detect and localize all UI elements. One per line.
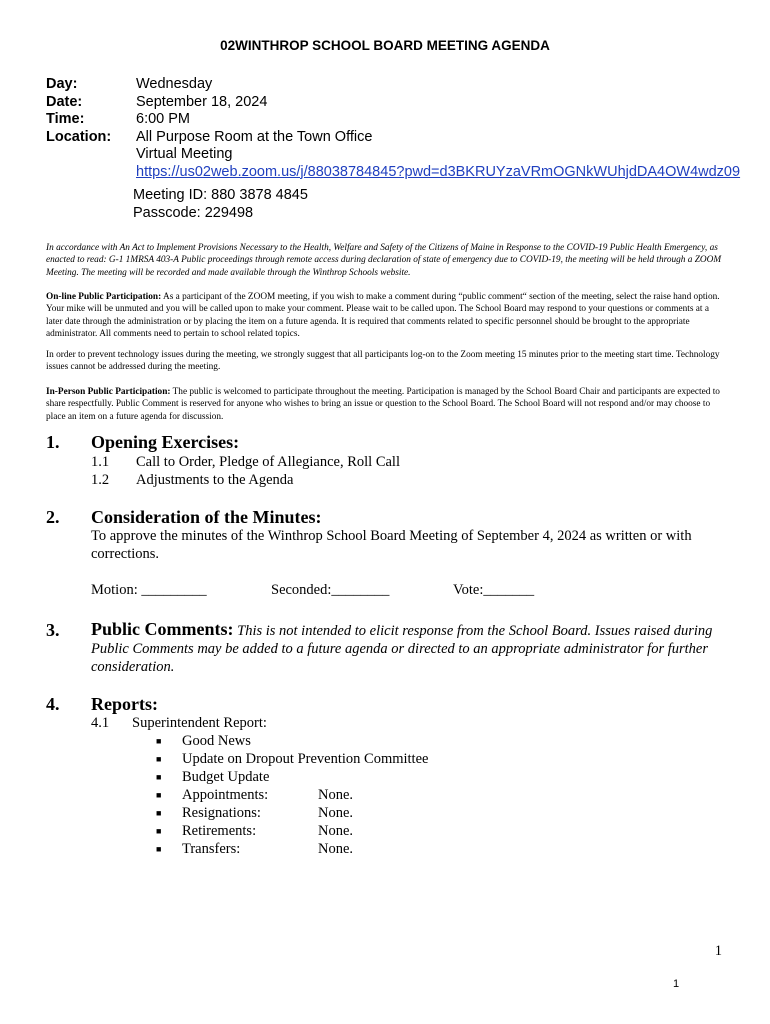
bullet-square-icon: ■: [156, 844, 162, 854]
bullet-square-icon: ■: [156, 808, 162, 818]
online-participation-notice: [46, 291, 726, 340]
superintendent-report-list: [156, 732, 428, 858]
bullet-square-icon: ■: [156, 772, 162, 782]
section-1-title: Opening Exercises:: [91, 432, 240, 452]
zoom-link[interactable]: https://us02web.zoom.us/j/88038784845?pwd=d3BKRUYzaVRmOGNkWUhjdDA4OW4wdz09: [136, 163, 741, 180]
online-participation-text: As a participant of the ZOOM meeting, if you wish to make a comment during “public comment“ section of the meeting, select the raise hand option. Your mike will be unmuted and you will be called upon to make your comment. Please wait to be called upon. The School Board may respond to your questions or comments at a later date through the administration or by placing the item on a future agenda. It is required that comments related to specific personnel should be brought to the appropriate administrator. All comments need to pertain to school related topics.: [46, 292, 720, 339]
time-label: Time:: [46, 111, 85, 127]
bullet-square-icon: ■: [156, 790, 162, 800]
location-value: All Purpose Room at the Town Office: [136, 128, 373, 145]
passcode: Passcode: 229498: [133, 204, 254, 221]
item-4-1-text: Superintendent Report:: [132, 715, 267, 731]
meeting-id: Meeting ID: 880 3878 4845: [133, 187, 308, 203]
public-comments-block: [91, 620, 721, 676]
item-1-2-number: 1.2: [91, 472, 110, 488]
list-item: ■ Resignations: None.: [156, 805, 354, 821]
zoom-credentials: [133, 187, 308, 222]
item-1-1-text: Call to Order, Pledge of Allegiance, Roll Call: [136, 454, 400, 470]
time-value: 6:00 PM: [136, 111, 190, 127]
bullet-square-icon: ■: [156, 736, 162, 746]
location-label: Location:: [46, 128, 112, 145]
section-4-number: 4.: [46, 694, 60, 714]
online-participation-label: On-line Public Participation:: [46, 292, 162, 302]
virtual-meeting: Virtual Meeting: [136, 146, 233, 162]
agenda-title: 02WINTHROP SCHOOL BOARD MEETING AGENDA: [220, 38, 550, 53]
section-2-number: 2.: [46, 507, 60, 527]
inperson-participation-label: In-Person Public Participation:: [46, 387, 171, 397]
list-item: ■ Appointments: None.: [156, 787, 354, 803]
vote-field: Vote:_______: [453, 582, 535, 598]
list-item: ■ Transfers: None.: [156, 841, 354, 857]
section-3-number: 3.: [46, 620, 60, 640]
minutes-text: To approve the minutes of the Winthrop School Board Meeting of September 4, 2024 as written or with corrections.: [91, 528, 692, 562]
day-value: Wednesday: [136, 76, 213, 92]
item-1-2-text: Adjustments to the Agenda: [136, 472, 294, 488]
list-item: ■ Good News: [156, 733, 251, 749]
date-value: September 18, 2024: [136, 93, 268, 110]
meeting-details: [46, 76, 740, 181]
inperson-participation-notice: [46, 386, 726, 423]
list-item: ■ Budget Update: [156, 769, 270, 785]
list-item: ■ Update on Dropout Prevention Committee: [156, 751, 429, 767]
footer-page-number: 1: [673, 978, 680, 990]
covid-notice: In accordance with An Act to Implement Provisions Necessary to the Health, Welfare and Safety of the Citizens of Maine in Response to the COVID-19 Public Health Emergency, as enacted to read: G-1 1MRSA 403-A Public proceedings through remote access during declaration of state of emergency due to COVID-19, the meeting will be held through a ZOOM Meeting. The meeting will be recorded and made available through the Winthrop Schools website.: [46, 243, 722, 278]
day-label: Day:: [46, 76, 78, 92]
section-4-title: Reports:: [91, 694, 158, 714]
bullet-square-icon: ■: [156, 754, 162, 764]
technology-notice: In order to prevent technology issues during the meeting, we strongly suggest that all participants log-on to the Zoom meeting 15 minutes prior to the meeting start time. Technology issues cannot be addressed during the meeting.: [46, 350, 720, 373]
item-1-1-number: 1.1: [91, 454, 110, 470]
motion-field: Motion: _________: [91, 582, 207, 598]
bullet-square-icon: ■: [156, 826, 162, 836]
page-number: 1: [714, 943, 722, 959]
inperson-participation-text: The public is welcomed to participate throughout the meeting. Participation is managed by the School Board Chair and participants are expected to share respectfully. Public Comment is reserved for anyone who wishes to bring an issue or question to the School Board. The School Board will not respond and/or may choose to place an item on a future agenda for discussion.: [46, 387, 720, 422]
item-4-1-number: 4.1: [91, 715, 110, 731]
public-comments-note: This is not intended to elicit response from the School Board. Issues raised during Public Comments may be added to a future agenda or directed to an appropriate administrator for further consideration.: [91, 623, 713, 675]
date-label: Date:: [46, 93, 83, 110]
section-3-title: Public Comments:: [91, 619, 234, 639]
list-item: ■ Retirements: None.: [156, 823, 354, 839]
section-1-number: 1.: [46, 432, 60, 452]
seconded-field: Seconded:________: [271, 582, 390, 598]
section-2-title: Consideration of the Minutes:: [91, 507, 322, 527]
